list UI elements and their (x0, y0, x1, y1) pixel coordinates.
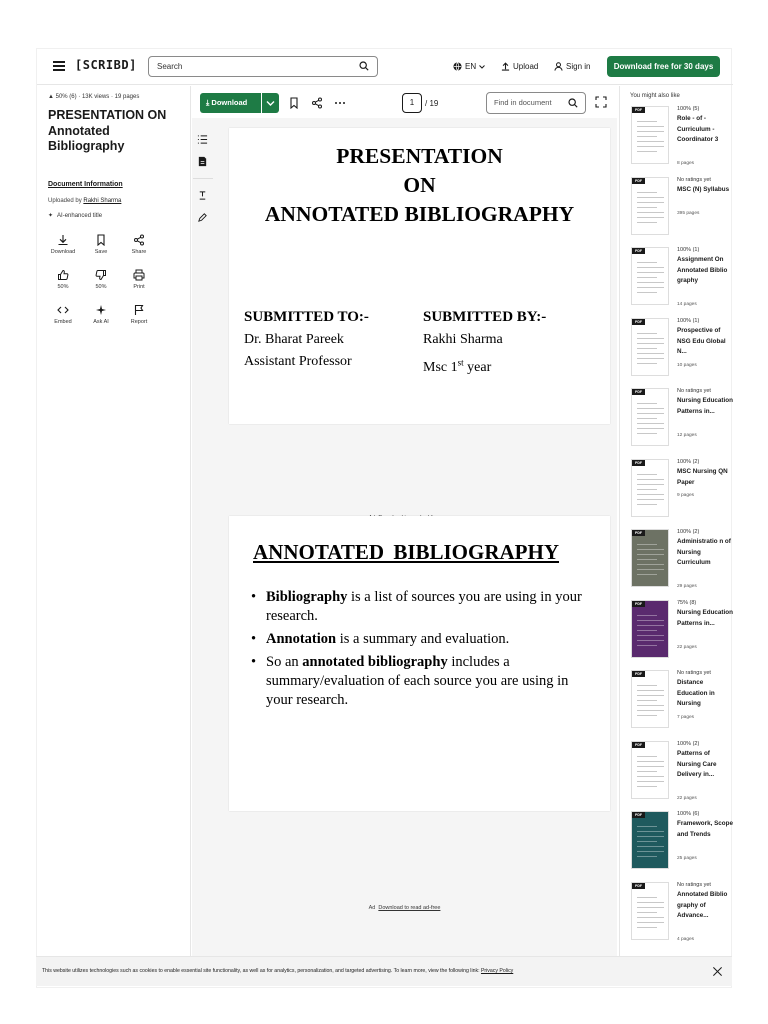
privacy-policy-link[interactable]: Privacy Policy (480, 968, 514, 974)
thumbnail-line (637, 121, 657, 122)
thumbnail-line (637, 479, 664, 480)
highlighter-icon[interactable] (197, 190, 208, 201)
thumbnail-line (637, 710, 664, 711)
thumbnail-line (637, 146, 664, 147)
thumbnail-line (637, 494, 664, 495)
thumbnail-line (637, 499, 664, 500)
pdf-badge: PDF (632, 178, 645, 184)
signin-label: Sign in (566, 62, 591, 71)
find-in-document-input[interactable] (486, 92, 586, 114)
thumbnail-line (637, 620, 664, 621)
thumbnail-line (637, 151, 657, 152)
thumbnail-line (637, 403, 657, 404)
document-thumbnail[interactable] (631, 388, 669, 446)
thumbnail-line (637, 277, 657, 278)
thumbnail-line (637, 126, 664, 127)
thumbnail-line (637, 131, 664, 132)
thumbs-up-icon: ▲ (48, 94, 54, 100)
thumbnail-line (637, 338, 664, 339)
fullscreen-icon[interactable] (595, 96, 607, 108)
document-thumbnail[interactable] (631, 882, 669, 940)
submitted-by-block (423, 306, 546, 379)
bullet-list (251, 588, 591, 714)
pdf-badge: PDF (632, 671, 645, 677)
thumbnail-line (637, 474, 657, 475)
search-icon[interactable] (359, 61, 369, 71)
thumbnail-line (637, 423, 664, 424)
thumbnail-line (637, 282, 664, 283)
recommendation-title[interactable]: MSC Nursing QN Paper (677, 468, 728, 486)
document-thumbnail[interactable] (631, 811, 669, 869)
page-count: 12 pages (677, 432, 697, 438)
bookmark-icon[interactable] (288, 97, 300, 109)
thumbnail-line (637, 549, 664, 550)
recommendation-title[interactable]: MSC (N) Syllabus (677, 186, 730, 193)
page-count: 8 pages (677, 161, 695, 166)
recommendation-title[interactable]: Administratio n of Nursing Curriculum (677, 538, 731, 566)
thumbnail-line (637, 917, 664, 918)
language-selector[interactable] (453, 62, 485, 71)
thumbnail-line (637, 353, 664, 354)
uploaded-prefix: Uploaded by (48, 198, 82, 204)
document-toolbar (192, 86, 617, 118)
document-thumbnail[interactable] (631, 529, 669, 587)
action-dislike[interactable] (83, 269, 119, 290)
download-free-trial-button[interactable]: Download free for 30 days (607, 56, 720, 77)
thumbnail-line (637, 348, 657, 349)
thumbnail-line (637, 786, 657, 787)
slide-title-line-3: ANNOTATED BIBLIOGRAPHY (264, 202, 575, 226)
sparkle-icon (95, 304, 107, 316)
top-header (37, 49, 733, 85)
recommendations-sidebar (619, 86, 733, 956)
recommendation-title[interactable]: Assignment On Annotated Biblio graphy (677, 256, 728, 284)
rating-text: No ratings yet (677, 670, 711, 676)
action-print[interactable] (121, 269, 157, 290)
thumbnail-line (637, 851, 664, 852)
thumbnail-line (637, 504, 657, 505)
page-count: 4 pages (677, 937, 695, 942)
thumbnail-line (637, 544, 657, 545)
document-stats (48, 94, 139, 100)
year-prefix: Msc 1 (423, 359, 458, 375)
chevron-down-icon (479, 65, 485, 69)
download-options-button[interactable] (262, 93, 279, 113)
thumbnail-line (637, 781, 664, 782)
action-label: Save (94, 249, 108, 255)
more-options-icon[interactable] (334, 97, 346, 109)
upload-button[interactable] (501, 62, 538, 71)
thumbnail-line (637, 559, 657, 560)
thumbs-down-icon (95, 269, 107, 281)
slide-heading: ANNOTATED BIBLIOGRAPHY (253, 540, 560, 564)
thumbnail-line (637, 766, 664, 767)
thumbnail-line (637, 922, 664, 923)
rating-text: 100% (6) (677, 811, 700, 817)
thumbnail-line (637, 207, 657, 208)
flag-icon (133, 304, 145, 316)
thumbnail-line (637, 408, 664, 409)
upload-icon (501, 62, 510, 71)
embed-icon (57, 304, 69, 316)
recommendation-title[interactable]: Annotated Biblio graphy of Advance... (677, 891, 728, 919)
page-count: 22 pages (677, 644, 697, 650)
recommendation-title[interactable]: Role - of - Curriculum - Coordinator 3 (677, 115, 719, 143)
thumbnail-line (637, 705, 664, 706)
thumbnail-line (637, 776, 664, 777)
pdf-badge: PDF (632, 530, 645, 536)
recommendations-heading: You might also like (630, 93, 680, 99)
thumbnail-line (637, 635, 664, 636)
thumbnail-line (637, 856, 657, 857)
bullet-text: is a summary and evaluation. (336, 631, 510, 647)
submitted-to-name: Dr. Bharat Pareek (244, 332, 344, 347)
rail-divider (193, 178, 213, 179)
thumbnail-line (637, 569, 664, 570)
thumbnail-line (637, 292, 657, 293)
thumbnail-line (637, 826, 657, 827)
action-label: Share (131, 249, 147, 255)
thumbnail-line (637, 700, 657, 701)
pdf-badge: PDF (632, 601, 645, 607)
slide-title-line-1: PRESENTATION (336, 144, 503, 168)
thumbnail-line (637, 685, 657, 686)
thumbnail-line (637, 202, 664, 203)
find-placeholder: Find in document (494, 98, 552, 107)
thumbnail-line (637, 625, 664, 626)
rating-text: No ratings yet (677, 882, 711, 888)
submitted-by-heading: SUBMITTED BY:- (423, 309, 547, 325)
ai-enhanced-badge (48, 212, 102, 219)
upload-label: Upload (513, 62, 539, 71)
ai-enhanced-label: AI-enhanced title (57, 212, 103, 219)
thumbnail-line (637, 715, 657, 716)
outline-list-icon[interactable] (197, 134, 208, 145)
thumbnail-line (637, 343, 664, 344)
viewer-tool-rail (197, 134, 219, 234)
download-icon: ⤓ (206, 98, 210, 107)
document-thumbnail[interactable] (631, 741, 669, 799)
submitted-to-heading: SUBMITTED TO:- (244, 309, 369, 325)
close-icon[interactable] (712, 966, 723, 977)
rating-text: 100% (1) (677, 318, 700, 324)
thumbnail-line (637, 846, 664, 847)
recommendation-title[interactable]: Nursing Education Patterns in... (677, 397, 733, 415)
thumbnail-line (637, 358, 664, 359)
thumbnail-line (637, 197, 664, 198)
action-like[interactable] (45, 269, 81, 290)
list-item (251, 653, 591, 710)
thumbnail-line (637, 554, 664, 555)
thumbnail-line (637, 902, 664, 903)
ad-label: Ad (368, 905, 376, 911)
pdf-badge: PDF (632, 107, 645, 113)
thumbnail-line (637, 217, 664, 218)
submitted-to-block (244, 306, 369, 373)
recommendation-title[interactable]: Prospective of NSG Edu Global N... (677, 327, 726, 355)
year-suffix: year (463, 359, 492, 375)
rating-text: No ratings yet (677, 388, 711, 394)
thumbnail-line (637, 756, 657, 757)
document-thumbnail[interactable] (631, 459, 669, 517)
thumbnail-line (637, 907, 664, 908)
thumbnail-line (637, 287, 664, 288)
download-button[interactable] (200, 93, 261, 113)
ad-banner-2 (192, 905, 617, 911)
action-download[interactable] (45, 234, 81, 255)
page-count: 395 pages (677, 211, 700, 216)
thumbnail-line (637, 484, 664, 485)
globe-icon (453, 62, 462, 71)
action-label: 50% (57, 284, 69, 290)
document-information-link[interactable]: Document Information (48, 181, 123, 188)
document-thumbnail[interactable] (631, 670, 669, 728)
rating-text: 100% (1) (677, 247, 700, 253)
thumbs-up-icon (57, 269, 69, 281)
recommendation-title[interactable]: Distance Education in Nursing (677, 679, 715, 707)
recommendation-title[interactable]: Nursing Education Patterns in... (677, 609, 733, 627)
recommendation-title[interactable]: Framework, Scope and Trends (677, 820, 733, 838)
bullet-text: includes a summary/evaluation of each source you are using in your research. (266, 654, 569, 708)
signin-button[interactable] (554, 62, 590, 71)
document-thumbnail[interactable] (631, 177, 669, 235)
document-page-2 (229, 516, 610, 811)
page-count: 7 pages (677, 714, 695, 720)
action-label: Embed (54, 319, 72, 325)
submitted-by-year (423, 357, 492, 375)
action-label: Report (130, 319, 148, 325)
bullet-text: is a list of sources you are using in your research. (266, 589, 582, 624)
search-input[interactable] (148, 56, 378, 77)
action-share[interactable] (121, 234, 157, 255)
thumbnail-line (637, 267, 664, 268)
rating-text: 100% (2) (677, 529, 700, 535)
slide-title-line-2: ON (403, 173, 436, 197)
thumbnail-line (637, 841, 657, 842)
share-icon[interactable] (311, 97, 323, 109)
document-page-1 (229, 128, 610, 424)
thumbnail-line (637, 272, 664, 273)
document-thumbnail[interactable] (631, 247, 669, 305)
submitted-to-role: Assistant Professor (244, 354, 352, 369)
action-grid (45, 234, 157, 325)
share-icon (133, 234, 145, 246)
thumbnail-line (637, 690, 664, 691)
pdf-badge: PDF (632, 248, 645, 254)
thumbnail-line (637, 630, 657, 631)
document-sidebar (37, 86, 191, 956)
thumbnail-line (637, 912, 657, 913)
ad-free-link[interactable]: Download to read ad-free (378, 905, 441, 911)
page-count: 10 pages (677, 362, 697, 368)
action-label: 50% (95, 284, 107, 290)
cookie-text (42, 968, 513, 974)
document-thumbnail[interactable] (631, 600, 669, 658)
rating-text: 100% (2) (677, 459, 700, 465)
action-report[interactable] (121, 304, 157, 325)
pdf-badge: PDF (632, 742, 645, 748)
bullet-term: annotated bibliography (302, 654, 448, 670)
download-icon (57, 234, 69, 246)
thumbnail-line (637, 433, 657, 434)
download-label: Download (211, 98, 248, 107)
stats-text: 50% (6) · 13K views · 19 pages (55, 94, 140, 100)
action-label: Print (133, 284, 145, 290)
action-label: Ask AI (93, 319, 109, 325)
page-number-input[interactable]: 1 (402, 93, 422, 113)
thumbnail-line (637, 428, 664, 429)
thumbnail-line (637, 363, 657, 364)
thumbnail-line (637, 831, 664, 832)
uploaded-by (48, 198, 121, 204)
page-count: 22 pages (677, 796, 697, 801)
document-title: PRESENTATION ON Annotated Bibliography (48, 108, 167, 153)
bullet-term: Annotation (266, 631, 337, 647)
action-save[interactable] (83, 234, 119, 255)
list-item (251, 588, 591, 626)
scribd-logo[interactable]: [SCRIBD] (75, 58, 137, 72)
thumbnail-line (637, 836, 664, 837)
search-icon[interactable] (568, 98, 578, 108)
action-label: Download (50, 249, 76, 255)
thumbnail-line (637, 212, 664, 213)
thumbnail-line (637, 222, 657, 223)
rating-text: 75% (8) (677, 600, 697, 606)
user-icon (554, 62, 563, 71)
thumbnail-line (637, 564, 664, 565)
submitted-by-name: Rakhi Sharma (423, 332, 503, 347)
hamburger-menu-icon[interactable] (53, 61, 65, 71)
bullet-prefix: So an (266, 654, 303, 670)
thumbnail-line (637, 695, 664, 696)
thumbnail-line (637, 771, 657, 772)
thumbnail-line (637, 192, 657, 193)
page-count: 14 pages (677, 302, 697, 307)
recommendation-title[interactable]: Patterns of Nursing Care Delivery in... (677, 750, 717, 778)
year-superscript: st (457, 357, 464, 367)
thumbnail-line (637, 574, 657, 575)
page-count: 25 pages (677, 855, 697, 861)
action-embed[interactable] (45, 304, 81, 325)
thumbnail-line (637, 136, 657, 137)
pen-icon[interactable] (197, 212, 208, 223)
pdf-badge: PDF (632, 812, 645, 818)
scribd-window (36, 48, 732, 988)
bullet-term: Bibliography (266, 589, 348, 605)
thumbnail-line (637, 262, 657, 263)
search-placeholder: Search (157, 62, 183, 71)
rating-text: 100% (5) (677, 106, 700, 112)
thumbnail-line (637, 418, 657, 419)
document-thumbnail[interactable] (631, 106, 669, 164)
pdf-badge: PDF (632, 460, 645, 466)
thumbnail-line (637, 897, 657, 898)
thumbnail-line (637, 615, 657, 616)
language-label: EN (465, 62, 477, 71)
pdf-badge: PDF (632, 883, 645, 889)
page-count: 9 pages (677, 493, 695, 498)
pdf-badge: PDF (632, 319, 645, 325)
document-icon[interactable] (197, 156, 208, 167)
bookmark-icon (95, 234, 107, 246)
thumbnail-line (637, 640, 664, 641)
uploader-link[interactable]: Rakhi Sharma (83, 198, 122, 204)
chevron-down-icon (262, 93, 279, 113)
action-ask-ai[interactable] (83, 304, 119, 325)
cookie-message: This website utilizes technologies such as cookies to enable essential site functionality, as well as for analytics, personalization, and targeted advertising. To learn more, view the following link: (42, 968, 481, 974)
thumbnail-line (637, 413, 664, 414)
thumbnail-line (637, 141, 664, 142)
thumbnail-line (637, 333, 657, 334)
thumbnail-line (637, 645, 657, 646)
list-item (251, 630, 591, 649)
rating-text: No ratings yet (677, 177, 711, 183)
print-icon (133, 269, 145, 281)
thumbnail-line (637, 927, 657, 928)
thumbnail-line (637, 489, 657, 490)
thumbnail-line (637, 761, 664, 762)
page-count: 29 pages (677, 584, 697, 589)
document-viewer[interactable] (192, 118, 617, 956)
rating-text: 100% (2) (677, 741, 700, 747)
sparkle-icon: ✦ (48, 213, 54, 219)
pdf-badge: PDF (632, 389, 645, 395)
cookie-banner (36, 956, 732, 986)
document-thumbnail[interactable] (631, 318, 669, 376)
page-total: / 19 (425, 99, 439, 108)
